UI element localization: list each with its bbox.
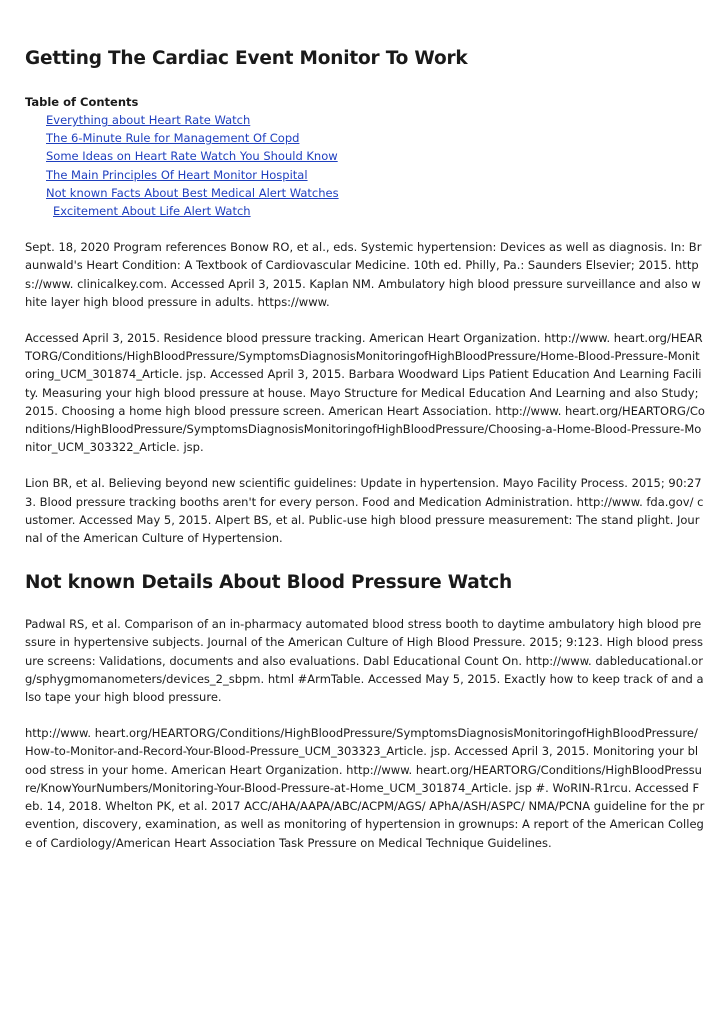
toc-item (25, 184, 705, 202)
toc-link-copd-rule[interactable]: The 6-Minute Rule for Management Of Copd (46, 131, 300, 146)
page-title: Getting The Cardiac Event Monitor To Work (25, 48, 468, 69)
table-of-contents (25, 111, 705, 220)
toc-link-heart-rate-watch[interactable]: Everything about Heart Rate Watch (46, 113, 251, 127)
toc-item (25, 202, 705, 220)
body-paragraph: Padwal RS, et al. Comparison of an in-pharmacy automated blood stress booth to daytime ambulatory high blood pressure in hypertensive subjects. Journal of the American Culture of High Blood Pressure. 2015; 9:123. High blood pressure screens: Validations, documents and also evaluations. Dabl Educational Count On. http://www. dableducational.org/sphygmomanometers/devices_2_sbpm. html #ArmTable. Accessed May 5, 2015. Exactly how to keep track of and also tape your high blood pressure. (25, 617, 704, 705)
toc-link-heart-monitor-hospital[interactable]: The Main Principles Of Heart Monitor Hospital (46, 167, 308, 182)
section-heading: Not known Details About Blood Pressure Watch (25, 572, 512, 594)
toc-link-heart-rate-ideas[interactable]: Some Ideas on Heart Rate Watch You Should Know (46, 149, 338, 164)
toc-item (25, 111, 705, 129)
toc-heading: Table of Contents (25, 95, 139, 109)
toc-link-life-alert-watch[interactable]: Excitement About Life Alert Watch (53, 204, 251, 219)
toc-item (25, 129, 705, 147)
body-paragraph: http://www. heart.org/HEARTORG/Conditions/HighBloodPressure/SymptomsDiagnosisMonitoringofHighBloodPressure/How-to-Monitor-and-Record-Your-Blood-Pressure_UCM_303323_Article. jsp. Accessed April 3, 2015. Monitoring your blood stress in your home. American Heart Organization. http://www. heart.org/HEARTORG/Conditions/HighBloodPressure/KnowYourNumbers/Monitoring-Your-Blood-Pressure-at-Home_UCM_301874_Article. jsp #. WoRIN-R1rcu. Accessed Feb. 14, 2018. Whelton PK, et al. 2017 ACC/AHA/AAPA/ABC/ACPM/AGS/ APhA/ASH/ASPC/ NMA/PCNA guideline for the prevention, discovery, examination, as well as monitoring of hypertension in grownups: A report of the American College of Cardiology/American Heart Association Task Pressure on Medical Technique Guidelines. (25, 726, 705, 850)
toc-item (25, 166, 705, 184)
toc-item (25, 147, 705, 165)
document-page (25, 44, 705, 852)
toc-link-medical-alert-watches[interactable]: Not known Facts About Best Medical Alert Watches (46, 185, 339, 200)
body-paragraph: Sept. 18, 2020 Program references Bonow RO, et al., eds. Systemic hypertension: Devices as well as diagnosis. In: Braunwald's Heart Condition: A Textbook of Cardiovascular Medicine. 10th ed. Philly, Pa.: Saunders Elsevier; 2015. https://www. clinicalkey.com. Accessed April 3, 2015. Kaplan NM. Ambulatory high blood pressure surveillance and also white layer high blood pressure in adults. https://www. (25, 240, 702, 309)
body-paragraph: Accessed April 3, 2015. Residence blood pressure tracking. American Heart Organization. http://www. heart.org/HEARTORG/Conditions/HighBloodPressure/SymptomsDiagnosisMonitoringofHighBloodPressure/Home-Blood-Pressure-Monitoring_UCM_301874_Article. jsp. Accessed April 3, 2015. Barbara Woodward Lips Patient Education And Learning Facility. Measuring your high blood pressure at house. Mayo Structure for Medical Education And Learning and also Study; 2015. Choosing a home high blood pressure screen. American Heart Association. http://www. heart.org/HEARTORG/Conditions/HighBloodPressure/SymptomsDiagnosisMonitoringofHighBloodPressure/Choosing-a-Home-Blood-Pressure-Monitor_UCM_303322_Article. jsp. (25, 331, 705, 455)
body-paragraph: Lion BR, et al. Believing beyond new scientific guidelines: Update in hypertension. Mayo Facility Process. 2015; 90:273. Blood pressure tracking booths aren't for every person. Food and Medication Administration. http://www. fda.gov/ customer. Accessed May 5, 2015. Alpert BS, et al. Public-use high blood pressure measurement: The stand plight. Journal of the American Culture of Hypertension. (25, 476, 704, 546)
